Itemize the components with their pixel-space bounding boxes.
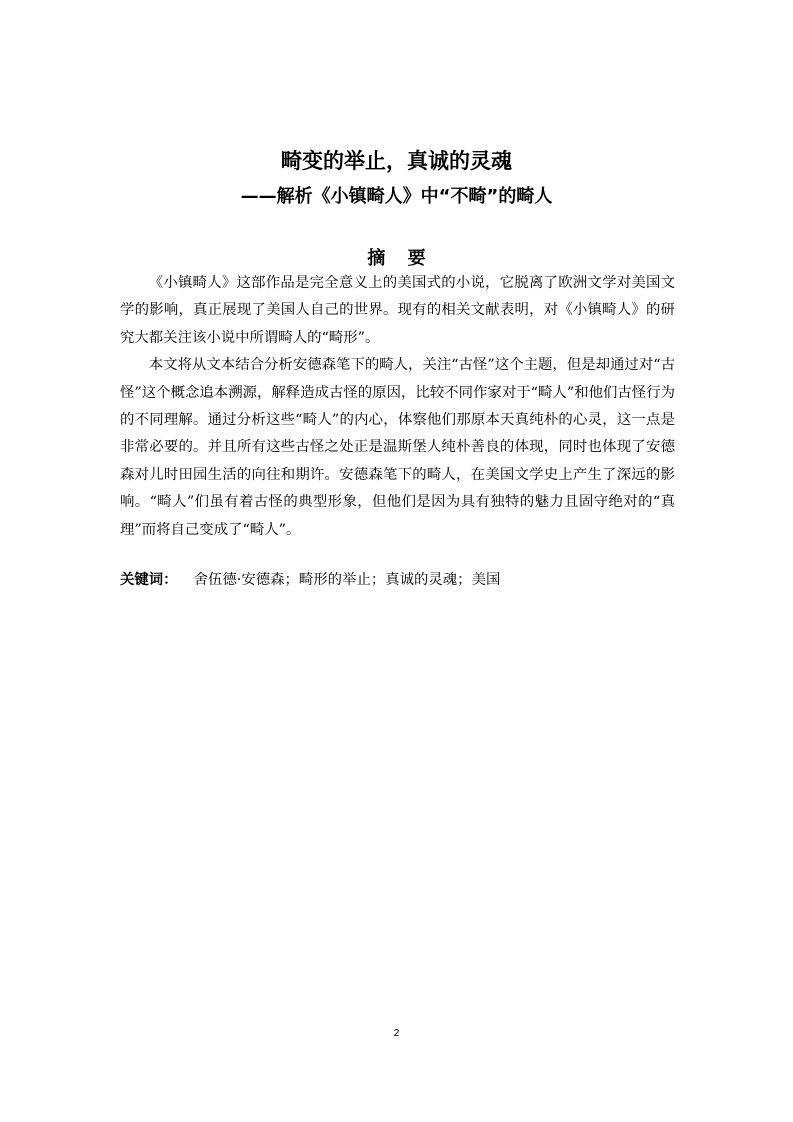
keywords-text: 舍伍德·安德森；畸形的举止；真诚的灵魂；美国: [193, 572, 501, 588]
abstract-paragraph: 本文将从文本结合分析安德森笔下的畸人，关注“古怪”这个主题，但是却通过对“古怪”这个概念追本溯源，解释造成古怪的原因，比较不同作家对于“畸人”和他们古怪行为的不同理解。通过分析这些“畸人”的内心，体察他们那原本天真纯朴的心灵，这一点是非常必要的。并且所有这些古怪之处正是温斯堡人纯朴善良的体现，同时也体现了安德森对儿时田园生活的向往和期许。安德森笔下的畸人，在美国文学史上产生了深远的影响。“畸人”们虽有着古怪的典型形象，但他们是因为具有独特的魅力且固守绝对的“真理”而将自己变成了“畸人”。: [120, 357, 675, 538]
keywords-line: [120, 567, 675, 593]
abstract-body: [120, 270, 675, 544]
abstract-paragraph: 《小镇畸人》这部作品是完全意义上的美国式的小说，它脱离了欧洲文学对美国文学的影响，真正展现了美国人自己的世界。现有的相关文献表明，对《小镇畸人》的研究大都关注该小说中所谓畸人的“畸形”。: [120, 275, 675, 346]
page-number: 2: [393, 1028, 400, 1039]
keywords-label: 关键词：: [120, 572, 178, 588]
document-title: 畸变的举止，真诚的灵魂: [281, 149, 512, 173]
document-subtitle: ——解析《小镇畸人》中“不畸”的畸人: [240, 186, 553, 207]
abstract-heading: 摘 要: [367, 248, 434, 269]
